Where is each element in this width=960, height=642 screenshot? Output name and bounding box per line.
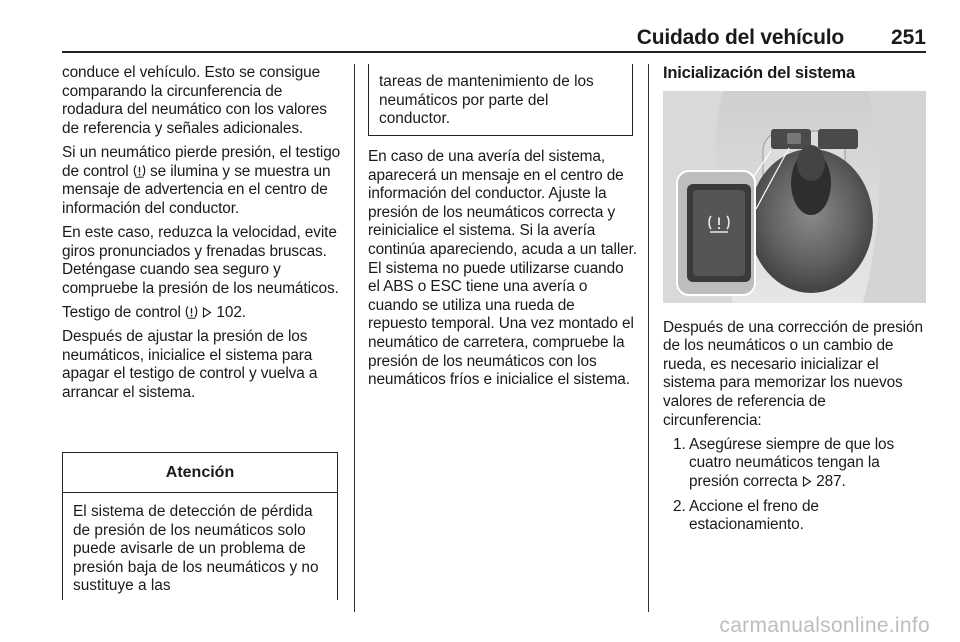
column-divider-2 [648, 64, 649, 612]
paragraph-text: Si un neumático pierde presión, el testigo de control [62, 143, 341, 180]
page-header [62, 26, 926, 54]
paragraph [62, 304, 341, 323]
attention-box-body: tareas de mantenimiento de los neumáticos por parte del conductor. [379, 73, 594, 128]
list-item [673, 498, 928, 535]
paragraph: En caso de una avería del sistema, aparecerá un mensaje en el centro de información del conductor. Ajuste la presión de los neumáticos correcta y reinicialice el sistema. Si la avería continúa apareciendo, acuda a un taller. El sistema no puede utilizarse cuando el ABS o ESC tiene una avería o cuando se utiliza una rueda de repuesto temporal. Una vez montado el neumático de carretera, compruebe la presión de los neumáticos con los neumáticos fríos e inicialice el sistema. [368, 148, 637, 389]
header-rule [62, 51, 926, 53]
step-number: 2. [673, 497, 686, 515]
column-1 [62, 64, 341, 408]
attention-box-title: Atención [63, 453, 337, 493]
page-reference-arrow-icon [202, 307, 212, 318]
attention-box-body: El sistema de detección de pérdida de presión de los neumáticos solo puede avisarle de un problema de presión baja de los neumáticos y no sustituye a las [73, 503, 319, 595]
page-reference-link[interactable]: 287. [816, 472, 846, 490]
page-title: Cuidado del vehículo [636, 26, 844, 49]
column-3 [663, 64, 928, 541]
paragraph: conduce el vehículo. Esto se consigue comparando la circunferencia de rodadura del neumático con los valores de referencia y señales adicionales. [62, 64, 327, 137]
step-text: Accione el freno de estacionamiento. [689, 497, 819, 534]
step-text: Asegúrese siempre de que los cuatro neumáticos tengan la presión correcta [689, 435, 895, 490]
step-number: 1. [673, 435, 686, 453]
paragraph: Después de una corrección de presión de los neumáticos o un cambio de rueda, es necesario inicializar el sistema para memorizar los nuevos valores de referencia de circunferencia: [663, 318, 923, 429]
page-number: 251 [890, 26, 926, 49]
paragraph: Después de ajustar la presión de los neumáticos, inicialice el sistema para apagar el testigo de control y vuelva a arrancar el sistema. [62, 328, 318, 401]
paragraph-text: Testigo de control [62, 303, 181, 321]
paragraph: En este caso, reduzca la velocidad, evite giros pronunciados y frenadas bruscas. Deténgase cuando sea seguro y compruebe la presión de los neumáticos. [62, 223, 339, 297]
list-item [673, 436, 928, 492]
page-reference-link[interactable]: 102. [216, 303, 246, 321]
attention-box-continued [368, 64, 633, 136]
steps-list [663, 436, 928, 535]
page-reference-arrow-icon [802, 476, 812, 487]
paragraph-text: se ilumina y se muestra un mensaje de advertencia en el centro de información del conductor. [62, 162, 331, 217]
center-console-photo [663, 91, 926, 303]
tire-pressure-warning-icon [185, 305, 198, 319]
attention-box [62, 452, 338, 600]
section-heading: Inicialización del sistema [663, 64, 855, 82]
tire-pressure-warning-icon [133, 164, 146, 178]
column-divider-1 [354, 64, 355, 612]
watermark: carmanualsonline.info [719, 614, 930, 637]
paragraph [62, 144, 341, 218]
